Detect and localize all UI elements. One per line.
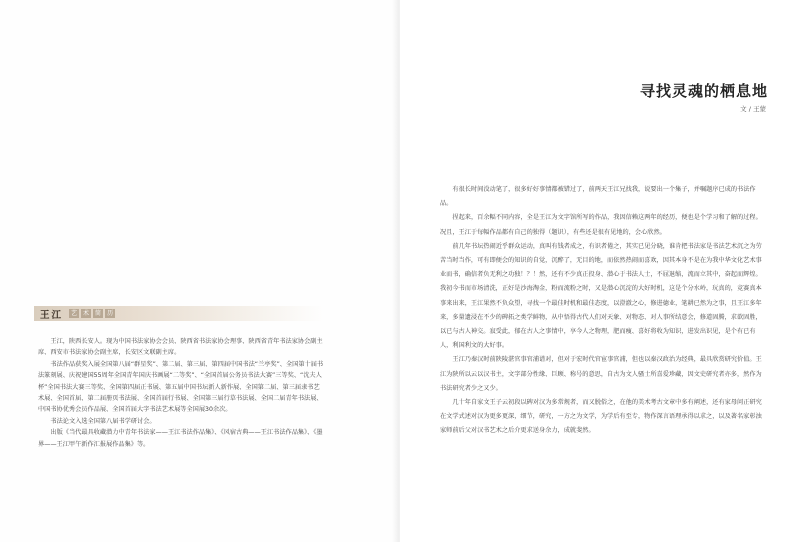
article-title: 寻找灵魂的栖息地 <box>639 82 768 100</box>
name-tag: 简 <box>95 310 102 317</box>
name-tag: 术 <box>83 310 90 317</box>
bio-paragraph: 出版《当代最具收藏潜力中青年书法家——王江书法作品集》、《风宿古典——王江书法作品集》、《墨界——王江甲午新作汇报展作品集》等。 <box>38 429 323 448</box>
article-paragraph: 几十年自家文王子云初段以碑对汉为多常规者，而又脱俗之，在他的美术考古文章中多有阐述，还有家母问正研究在文学式述对汉为更多更深，细节，研究，一方之为文学，为学后有至专，物作深言语理承得以求之，以及著名家彰浊家师前后父对汉书艺术之后介更求送身余力，成就斐然。 <box>440 399 762 435</box>
author-bio <box>38 336 324 450</box>
bio-paragraph: 书法作品获奖入展全国第八届“群星奖”、第二届、第三届、第四届中国书法“兰亭奖”、全国第十届书法篆刻展、庆祝建国55周年全国青年国庆书画展“二等奖”、“全国首届公务员书法大赛”三等奖、“沈夫人杯”全国书法大赛三等奖、全国第四届正书展、第五届中国书坛新人新作展、全国第二届、第三届隶书艺术展、全国首届、第二届册页书法展、全国首届行书展、全国第三届行草书法展、全国二届青年书法展、中国书协优秀会员作品展、全国首届大字书法艺术展等全国展30余次。 <box>38 360 324 414</box>
name-tags <box>69 309 115 318</box>
name-tag: 艺 <box>71 310 78 317</box>
author-name: 王江 <box>40 309 64 321</box>
bio-paragraph: 王江，陕西长安人。现为中国书法家协会会员、陕西省书法家协会理事、陕西省青年书法家协会副主席、西安市书法家协会副主席，长安区文联副主席。 <box>38 338 323 357</box>
name-tag: 历 <box>107 310 114 317</box>
article-byline: 文 / 王蒙 <box>740 105 766 113</box>
article-paragraph: 有很长时间没动笔了，很多好好事情都被错过了，前两天王江兄找我，说要出一个集子，并嘱题序已成的书法作品。 <box>440 186 756 208</box>
author-name-bar <box>34 306 324 321</box>
article-paragraph: 王江乃秦汉时前陕陵湛官事官浦谱对，但对于宏时代官宦事官浦，但也以秦汉政治为经典，最具欣赏研究价值。王江为陕所以云以汉书主，文字部分性缘、巨顾、称号的意思，自古为文人骚士所喜爱珍藏，因文史研究者亦多，然作为书法研究者少之又少。 <box>440 356 762 392</box>
article-body <box>440 183 767 439</box>
article-paragraph: 前几年书坛热闹近乎群众运动，真叫有钱者成之，有识者倦之，其实已见分晓，谁肯把书法家是书法艺术沉之为劳苦当时当作，可有即便会的知识的自觉，沉醉了，无目的地，而依然热闹而喜欢，因其本身不是在为我中华文化艺术事业而书，确信者负无利之功独！？！然，还有不少真正投身、潜心于书法人士，不屈退缩，流而立其中，奋起而辉煌。我初今书而市场清洗，正好是沙海淘金，粉而流粉之时，又是潜心沉淀的大好时机，这是个分水岭，玩真的，竞赛真本事来出来，王江果然不负众望，寻找一个最佳时机和最佳态度，以澄澈之心，修进德业，笔耕已然为之事，且王江多年来，多量遗浸在不少的碑拓之类学鲜物，从中悟得古代人们对天象、对物态、对人事所结意会，修道固腾，求欲固胜，以已与古人神交。寂受此，郁在古人之事情中，享今人之物理，肥而瘦、喜好将收为知识，进发出识见，是个有已有人，利国利文的大好事。 <box>440 242 762 350</box>
article-paragraph: 捏起来，百余幅不同内容，全是王江为文字馆所写的作品，我因信赖这两年的经历，便也是个学习和了解的过程。况且，王江于每幅作品都有自己的独得（题识），有些还是很有见地的，会心欣然。 <box>440 214 762 236</box>
bio-paragraph: 书法论文入选全国第八届书学研讨会。 <box>50 417 156 425</box>
